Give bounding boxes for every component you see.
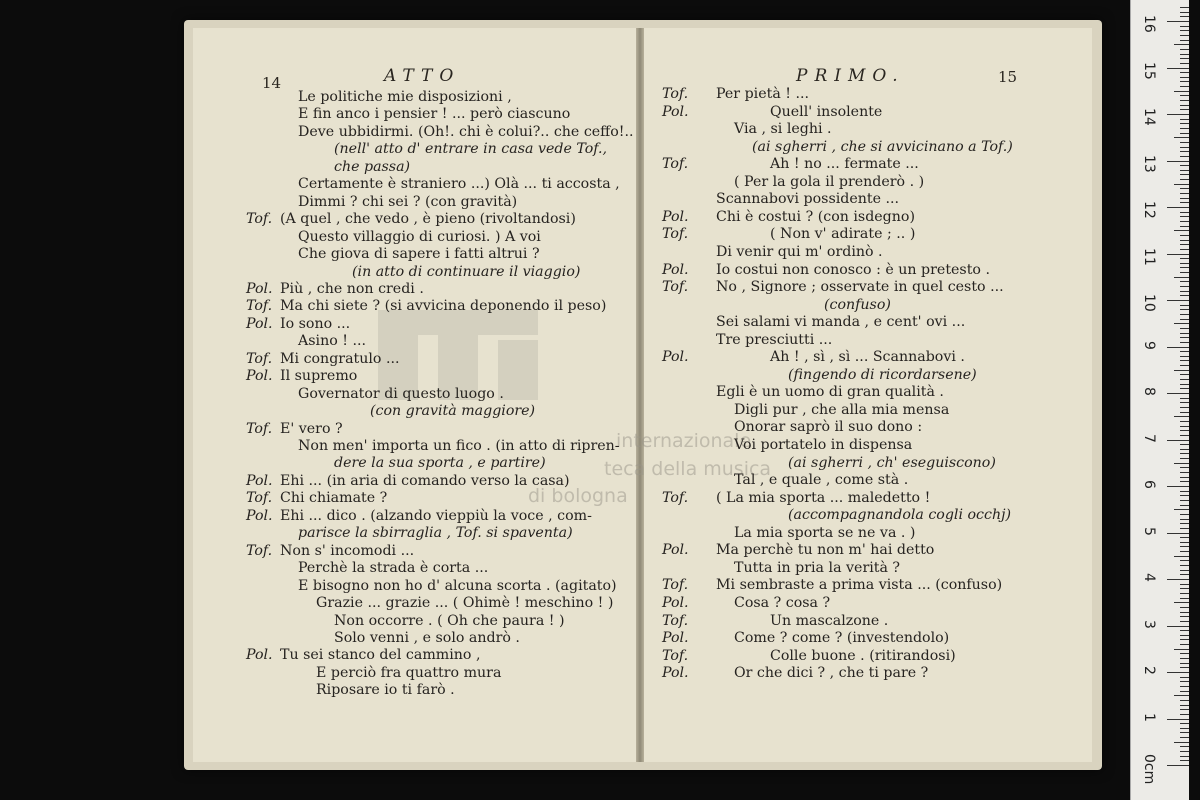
ruler-tick (1180, 644, 1189, 645)
ruler-tick (1180, 360, 1189, 361)
ruler-tick (1180, 607, 1189, 608)
ruler-tick (1180, 505, 1189, 506)
ruler-tick (1180, 691, 1189, 692)
line-text: Or che dici ? , che ti pare ? (734, 665, 929, 682)
ruler-tick (1174, 184, 1189, 185)
ruler-tick (1180, 226, 1189, 227)
ruler-tick (1180, 119, 1189, 120)
ruler-tick (1180, 109, 1189, 110)
ruler-tick (1180, 677, 1189, 678)
ruler-tick (1180, 574, 1189, 575)
line-text: Ehi ... dico . (alzando vieppiù la voce , com- (280, 507, 592, 524)
ruler-tick (1180, 147, 1189, 148)
line-text: Io costui non conosco : è un pretesto . (716, 261, 990, 278)
ruler-tick (1180, 430, 1189, 431)
line-text: Asino ! ... (298, 333, 366, 350)
ruler-tick (1180, 305, 1189, 306)
ruler-tick (1180, 407, 1189, 408)
line-text: Io sono ... (280, 315, 351, 332)
ruler-tick (1167, 114, 1189, 115)
ruler-tick (1180, 588, 1189, 589)
speaker-label: Pol. (662, 665, 689, 682)
ruler-tick (1180, 621, 1189, 622)
ruler-tick (1180, 235, 1189, 236)
ruler-tick (1167, 533, 1189, 534)
ruler-tick (1180, 449, 1189, 450)
ruler-tick (1180, 560, 1189, 561)
line-text: Onorar saprò il suo dono : (734, 419, 923, 436)
line-text: Mi congratulo ... (280, 350, 400, 367)
ruler-number: 16 (1141, 15, 1157, 33)
ruler-tick (1180, 95, 1189, 96)
ruler-tick (1180, 384, 1189, 385)
ruler-number: 15 (1141, 61, 1157, 80)
line-text: E fin anco i pensier ! ... però ciascuno (298, 106, 571, 123)
ruler-tick (1180, 402, 1189, 403)
line-text: Grazie ... grazie ... ( Ohimè ! meschino ! ) (316, 595, 614, 612)
line-text: Le politiche mie disposizioni , (298, 89, 512, 105)
left-page-number: 14 (262, 74, 282, 92)
ruler-tick (1180, 49, 1189, 50)
ruler-tick (1174, 230, 1189, 231)
ruler-tick (1167, 161, 1189, 162)
ruler-tick (1167, 440, 1189, 441)
ruler-number: 14 (1141, 108, 1157, 126)
speaker-label: Tof. (246, 298, 273, 315)
ruler-tick (1180, 123, 1189, 124)
line-text: Tutta in pria la verità ? (734, 559, 901, 576)
speaker-label: Pol. (246, 280, 273, 297)
ruler-tick (1174, 695, 1189, 696)
line-text: Sei salami vi manda , e cent' ovi ... (716, 314, 966, 331)
ruler-tick (1180, 281, 1189, 282)
ruler-tick (1167, 672, 1189, 673)
ruler-tick (1180, 681, 1189, 682)
ruler-tick (1174, 649, 1189, 650)
ruler-tick (1180, 165, 1189, 166)
line-text: (in atto di continuare il viaggio) (352, 263, 581, 280)
ruler-number: 13 (1141, 154, 1157, 173)
ruler-tick (1180, 105, 1189, 106)
line-text: Tu sei stanco del cammino , (280, 647, 481, 664)
ruler-tick (1180, 77, 1189, 78)
ruler-tick (1180, 328, 1189, 329)
ruler-number: 3 (1141, 619, 1157, 629)
ruler-tick (1180, 314, 1189, 315)
left-page-header: ATTO (384, 66, 461, 86)
line-text: Riposare io ti farò . (316, 682, 455, 699)
line-text: Certamente è straniero ...) Olà ... ti accosta , (298, 176, 620, 193)
ruler-tick (1180, 565, 1189, 566)
line-text: Ehi ... (in aria di comando verso la casa) (280, 472, 570, 489)
speaker-label: Tof. (246, 420, 273, 437)
ruler-tick (1180, 240, 1189, 241)
line-text: ( Per la gola il prenderò . ) (734, 173, 925, 190)
ruler-tick (1180, 244, 1189, 245)
line-text: Ma chi siete ? (si avvicina deponendo il peso) (280, 298, 607, 315)
ruler-tick (1180, 584, 1189, 585)
ruler-tick (1167, 300, 1189, 301)
line-text: Solo venni , e solo andrò . (334, 629, 520, 646)
ruler-tick (1180, 542, 1189, 543)
ruler-tick (1180, 598, 1189, 599)
ruler-tick (1180, 286, 1189, 287)
ruler-tick (1180, 54, 1189, 55)
line-text: (ai sgherri , ch' eseguiscono) (788, 454, 996, 471)
ruler-tick (1167, 719, 1189, 720)
ruler-number: 9 (1141, 340, 1157, 350)
line-text: Tre presciutti ... (716, 331, 833, 348)
ruler-tick (1167, 68, 1189, 69)
speaker-label: Tof. (246, 490, 273, 507)
ruler-tick (1174, 742, 1189, 743)
ruler-tick (1180, 421, 1189, 422)
ruler-tick (1174, 556, 1189, 557)
ruler-tick (1180, 523, 1189, 524)
line-text: (ai sgherri , che si avvicinano a Tof.) (752, 138, 1013, 155)
ruler-tick (1180, 751, 1189, 752)
ruler-tick (1180, 40, 1189, 41)
ruler-tick (1180, 756, 1189, 757)
ruler-tick (1180, 667, 1189, 668)
ruler-tick (1180, 426, 1189, 427)
ruler-number: 4 (1141, 573, 1157, 582)
ruler-number: 10 (1141, 294, 1157, 312)
ruler-tick (1180, 746, 1189, 747)
ruler-tick (1167, 765, 1189, 766)
ruler-tick (1174, 416, 1189, 417)
ruler-tick (1174, 91, 1189, 92)
ruler-tick (1180, 737, 1189, 738)
line-text: Non occorre . ( Oh che paura ! ) (334, 612, 565, 629)
line-text: Voi portatelo in dispensa (734, 437, 913, 453)
line-text: dere la sua sporta , e partire) (334, 455, 546, 472)
line-text: Colle buone . (ritirandosi) (770, 647, 956, 664)
line-text: Come ? come ? (investendolo) (734, 630, 950, 647)
ruler-tick (1180, 86, 1189, 87)
ruler-number: 12 (1141, 201, 1157, 219)
speaker-label: Pol. (246, 315, 273, 332)
line-text: che passa) (334, 158, 411, 175)
ruler-number: 8 (1141, 387, 1157, 396)
ruler-tick (1180, 272, 1189, 273)
ruler-tick (1180, 593, 1189, 594)
ruler-tick (1180, 35, 1189, 36)
line-text: La mia sporta se ne va . ) (734, 524, 916, 541)
ruler-tick (1180, 319, 1189, 320)
ruler-number: 2 (1141, 666, 1157, 675)
ruler-tick (1167, 486, 1189, 487)
speaker-label: Pol. (246, 472, 273, 489)
ruler-tick (1174, 463, 1189, 464)
ruler-tick (1180, 142, 1189, 143)
ruler-tick (1180, 467, 1189, 468)
speaker-label: Tof. (246, 350, 273, 367)
line-text: Non s' incomodi ... (280, 542, 415, 559)
line-text: Tal , e quale , come stà . (734, 472, 909, 489)
speaker-label: Pol. (662, 208, 689, 225)
speaker-label: Tof. (246, 211, 273, 228)
ruler-tick (1174, 370, 1189, 371)
ruler-tick (1180, 705, 1189, 706)
line-text: (accompagnandola cogli occhj) (788, 507, 1012, 524)
ruler-tick (1180, 365, 1189, 366)
ruler-tick (1180, 500, 1189, 501)
measurement-ruler (1130, 0, 1189, 800)
ruler-tick (1180, 653, 1189, 654)
ruler-tick (1180, 16, 1189, 17)
ruler-tick (1180, 174, 1189, 175)
line-text: Ah ! , sì , sì ... Scannabovi . (770, 349, 965, 366)
ruler-tick (1180, 156, 1189, 157)
ruler-tick (1167, 21, 1189, 22)
ruler-tick (1180, 444, 1189, 445)
ruler-tick (1167, 254, 1189, 255)
line-text: Perchè la strada è corta ... (298, 560, 489, 577)
book-gutter (636, 28, 644, 762)
speaker-label: Pol. (662, 630, 689, 647)
ruler-tick (1180, 686, 1189, 687)
line-text: Chi chiamate ? (280, 490, 388, 507)
ruler-tick (1180, 495, 1189, 496)
line-text: (A quel , che vedo , è pieno (rivoltandosi) (280, 211, 576, 228)
ruler-tick (1180, 639, 1189, 640)
line-text: Quell' insolente (770, 103, 883, 120)
line-text: Dimmi ? chi sei ? (con gravità) (298, 193, 518, 210)
line-text: ( Non v' adirate ; .. ) (770, 226, 916, 243)
speaker-label: Tof. (662, 279, 689, 296)
ruler-tick (1180, 342, 1189, 343)
ruler-tick (1174, 602, 1189, 603)
ruler-tick (1180, 760, 1189, 761)
ruler-tick (1180, 477, 1189, 478)
ruler-tick (1180, 202, 1189, 203)
line-text: Che giova di sapere i fatti altrui ? (298, 246, 540, 263)
ruler-tick (1180, 612, 1189, 613)
speaker-label: Pol. (662, 542, 689, 559)
ruler-tick (1180, 570, 1189, 571)
ruler-tick (1180, 179, 1189, 180)
ruler-tick (1180, 528, 1189, 529)
ruler-tick (1174, 137, 1189, 138)
ruler-tick (1180, 170, 1189, 171)
speaker-label: Pol. (662, 349, 689, 366)
ruler-tick (1180, 212, 1189, 213)
line-text: (fingendo di ricordarsene) (788, 366, 977, 383)
ruler-tick (1180, 491, 1189, 492)
line-text: E bisogno non ho d' alcuna scorta . (agitato) (298, 577, 617, 594)
line-text: Ma perchè tu non m' hai detto (716, 542, 935, 559)
ruler-tick (1167, 626, 1189, 627)
speaker-label: Tof. (662, 226, 689, 243)
ruler-tick (1174, 277, 1189, 278)
ruler-tick (1180, 351, 1189, 352)
line-text: Non men' importa un fico . (in atto di ripren- (298, 438, 620, 454)
line-text: parisce la sbirraglia , Tof. si spaventa) (298, 525, 573, 542)
ruler-tick (1180, 663, 1189, 664)
ruler-tick (1180, 267, 1189, 268)
ruler-tick (1180, 388, 1189, 389)
line-text: E' vero ? (280, 420, 343, 437)
ruler-tick (1180, 221, 1189, 222)
ruler-tick (1180, 151, 1189, 152)
ruler-tick (1180, 100, 1189, 101)
line-text: Mi sembraste a prima vista ... (confuso) (716, 577, 1003, 594)
line-text: (nell' atto d' entrare in casa vede Tof., (334, 141, 608, 158)
line-text: Più , che non credi . (280, 280, 424, 297)
ruler-tick (1180, 723, 1189, 724)
speaker-label: Pol. (662, 594, 689, 611)
line-text: Per pietà ! ... (716, 86, 810, 102)
ruler-tick (1180, 188, 1189, 189)
right-page-header: PRIMO. (796, 66, 905, 86)
speaker-label: Pol. (246, 507, 273, 524)
speaker-label: Tof. (662, 577, 689, 594)
ruler-number: 11 (1141, 247, 1157, 266)
ruler-tick (1180, 551, 1189, 552)
speaker-label: Tof. (662, 647, 689, 664)
ruler-tick (1180, 700, 1189, 701)
ruler-tick (1180, 635, 1189, 636)
ruler-tick (1180, 616, 1189, 617)
line-text: Di venir qui m' ordinò . (716, 243, 883, 260)
ruler-tick (1180, 728, 1189, 729)
line-text: Egli è un uomo di gran qualità . (716, 384, 944, 401)
ruler-tick (1167, 207, 1189, 208)
ruler-tick (1180, 458, 1189, 459)
ruler-tick (1180, 732, 1189, 733)
line-text: Governator di questo luogo . (298, 385, 504, 402)
speaker-label: Tof. (246, 542, 273, 559)
ruler-tick (1167, 347, 1189, 348)
ruler-tick (1180, 7, 1189, 8)
ruler-tick (1180, 435, 1189, 436)
ruler-tick (1180, 258, 1189, 259)
line-text: Deve ubbidirmi. (Oh!. chi è colui?.. che ceffo!.. (298, 123, 634, 140)
line-text: Via , si leghi . (734, 121, 832, 138)
line-text: Chi è costui ? (con isdegno) (716, 208, 915, 225)
speaker-label: Tof. (662, 489, 689, 506)
ruler-tick (1180, 133, 1189, 134)
ruler-tick (1180, 263, 1189, 264)
ruler-tick (1180, 709, 1189, 710)
ruler-tick (1180, 537, 1189, 538)
ruler-unit-label: 0cm (1141, 754, 1157, 785)
ruler-tick (1180, 193, 1189, 194)
speaker-label: Tof. (662, 156, 689, 173)
watermark-text-2: teca della musica (604, 458, 772, 480)
ruler-tick (1180, 81, 1189, 82)
ruler-tick (1180, 374, 1189, 375)
right-page-number: 15 (998, 68, 1018, 86)
speaker-label: Pol. (662, 261, 689, 278)
ruler-tick (1180, 658, 1189, 659)
line-text: E perciò fra quattro mura (316, 664, 502, 681)
line-text: (confuso) (824, 296, 891, 313)
ruler-tick (1180, 216, 1189, 217)
ruler-tick (1180, 249, 1189, 250)
ruler-tick (1180, 337, 1189, 338)
ruler-tick (1180, 30, 1189, 31)
ruler-tick (1167, 579, 1189, 580)
ruler-tick (1180, 714, 1189, 715)
line-text: Digli pur , che alla mia mensa (734, 401, 950, 418)
ruler-tick (1180, 546, 1189, 547)
ruler-tick (1180, 291, 1189, 292)
speaker-label: Pol. (246, 368, 273, 385)
speaker-label: Pol. (246, 647, 273, 664)
ruler-tick (1180, 128, 1189, 129)
ruler-tick (1180, 453, 1189, 454)
ruler-tick (1180, 333, 1189, 334)
speaker-label: Tof. (662, 612, 689, 629)
ruler-tick (1180, 295, 1189, 296)
ruler-tick (1180, 63, 1189, 64)
ruler-tick (1180, 12, 1189, 13)
ruler-number: 1 (1141, 712, 1157, 722)
ruler-tick (1180, 481, 1189, 482)
ruler-tick (1180, 472, 1189, 473)
line-text: (con gravità maggiore) (370, 403, 536, 420)
line-text: Il supremo (280, 368, 358, 385)
ruler-tick (1180, 519, 1189, 520)
ruler-tick (1180, 398, 1189, 399)
ruler-tick (1180, 379, 1189, 380)
line-text: No , Signore ; osservate in quel cesto ... (716, 279, 1004, 296)
ruler-tick (1167, 393, 1189, 394)
speaker-label: Tof. (662, 86, 689, 102)
ruler-tick (1180, 198, 1189, 199)
line-text: Scannabovi possidente ... (716, 191, 900, 208)
line-text: ( La mia sporta ... maledetto ! (716, 489, 931, 506)
speaker-label: Pol. (662, 103, 689, 120)
ruler-tick (1180, 58, 1189, 59)
ruler-tick (1180, 514, 1189, 515)
watermark-text-3: di bologna (528, 485, 628, 507)
ruler-number: 5 (1141, 526, 1157, 536)
ruler-tick (1180, 26, 1189, 27)
line-text: Un mascalzone . (770, 612, 889, 629)
ruler-tick (1180, 412, 1189, 413)
ruler-tick (1180, 356, 1189, 357)
ruler-tick (1180, 309, 1189, 310)
ruler-tick (1174, 509, 1189, 510)
line-text: Ah ! no ... fermate ... (770, 156, 919, 173)
line-text: Cosa ? cosa ? (734, 594, 831, 611)
ruler-tick (1174, 323, 1189, 324)
ruler-tick (1180, 72, 1189, 73)
ruler-tick (1180, 630, 1189, 631)
ruler-number: 7 (1141, 433, 1157, 443)
ruler-number: 6 (1141, 480, 1157, 489)
line-text: Questo villaggio di curiosi. ) A voi (298, 228, 541, 245)
watermark-text-1: internazionale (616, 430, 752, 452)
ruler-tick (1174, 44, 1189, 45)
